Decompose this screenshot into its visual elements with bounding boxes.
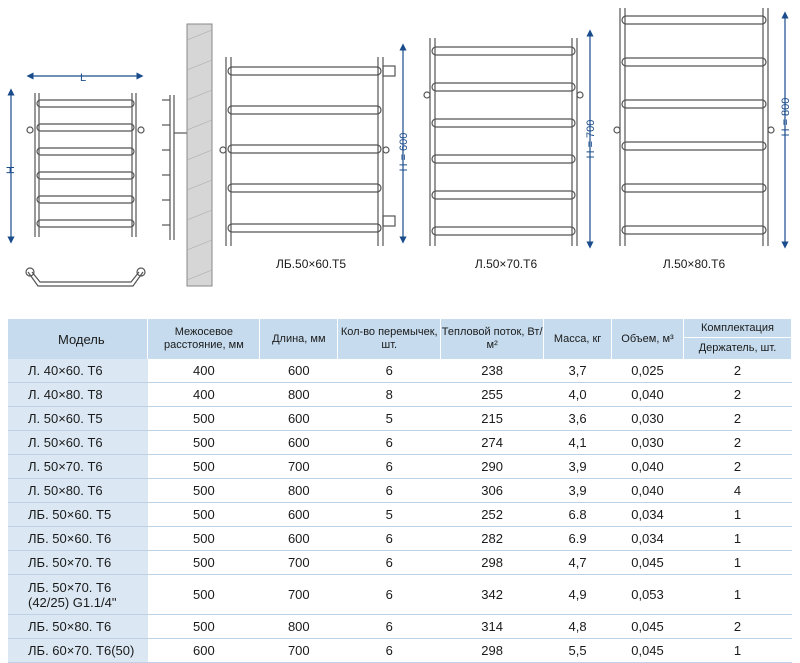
cell-volume: 0,045	[612, 639, 684, 663]
table-row	[8, 383, 792, 407]
cell-model	[8, 431, 148, 455]
cell-mass: 3,7	[544, 359, 612, 383]
cell-heat: 342	[441, 575, 544, 615]
cell-mass: 4,7	[544, 551, 612, 575]
cell-holder: 1	[683, 551, 791, 575]
cell-model	[8, 359, 148, 383]
cell-heat: 215	[441, 407, 544, 431]
cell-model	[8, 551, 148, 575]
cell-bars: 5	[338, 407, 441, 431]
cell-volume: 0,030	[612, 431, 684, 455]
cell-volume: 0,045	[612, 551, 684, 575]
cell-bars: 8	[338, 383, 441, 407]
front-view-drawing	[27, 93, 144, 237]
cell-length: 600	[260, 527, 338, 551]
cell-heat: 252	[441, 503, 544, 527]
cell-model	[8, 479, 148, 503]
table-row	[8, 575, 792, 615]
cell-length: 700	[260, 639, 338, 663]
cell-length: 600	[260, 431, 338, 455]
cell-length: 800	[260, 479, 338, 503]
length-dimension-label: L	[79, 72, 87, 84]
cell-length: 700	[260, 551, 338, 575]
table-row	[8, 431, 792, 455]
cell-spacing: 400	[148, 359, 260, 383]
model-name: Л. 50×80. Т6	[28, 483, 103, 498]
cell-length: 800	[260, 615, 338, 639]
table-row	[8, 479, 792, 503]
model-name: ЛБ. 60×70. Т6(50)	[28, 643, 135, 658]
cell-mass: 6.9	[544, 527, 612, 551]
cell-volume: 0,025	[612, 359, 684, 383]
cell-length: 600	[260, 359, 338, 383]
cell-bars: 6	[338, 615, 441, 639]
table-row	[8, 359, 792, 383]
cell-spacing: 500	[148, 431, 260, 455]
model-name: Л. 40×60. Т6	[28, 363, 103, 378]
cell-model	[8, 575, 148, 615]
cell-holder: 2	[683, 407, 791, 431]
model-name-line2: (42/25) G1.1/4"	[28, 594, 117, 610]
height-700-label: H = 700	[585, 119, 597, 159]
header-mass: Масса, кг	[544, 319, 612, 359]
cell-volume: 0,040	[612, 479, 684, 503]
cell-spacing: 500	[148, 575, 260, 615]
cell-volume: 0,034	[612, 527, 684, 551]
table-row	[8, 615, 792, 639]
cell-mass: 3,9	[544, 455, 612, 479]
cell-spacing: 500	[148, 615, 260, 639]
cell-bars: 6	[338, 639, 441, 663]
cell-mass: 5,5	[544, 639, 612, 663]
cell-heat: 306	[441, 479, 544, 503]
towel-rail-lb-50x60-t5	[220, 57, 395, 246]
cell-heat: 314	[441, 615, 544, 639]
cell-spacing: 500	[148, 455, 260, 479]
caption-l-50x70-t6: Л.50×70.Т6	[474, 257, 538, 271]
cell-spacing: 500	[148, 479, 260, 503]
cell-spacing: 500	[148, 527, 260, 551]
cell-holder: 1	[683, 575, 791, 615]
model-name: Л. 50×60. Т5	[28, 411, 103, 426]
cell-holder: 1	[683, 639, 791, 663]
table-row	[8, 407, 792, 431]
spec-table	[8, 319, 792, 663]
cell-mass: 4,0	[544, 383, 612, 407]
technical-drawings	[0, 0, 800, 312]
cell-bars: 6	[338, 359, 441, 383]
towel-rail-l-50x70-t6	[424, 38, 583, 246]
model-name: ЛБ. 50×80. Т6	[28, 619, 112, 634]
cell-holder: 2	[683, 383, 791, 407]
model-name: ЛБ. 50×70. Т6	[28, 555, 112, 570]
header-holder: Держатель, шт.	[683, 338, 791, 360]
cell-length: 700	[260, 575, 338, 615]
cell-bars: 6	[338, 551, 441, 575]
cell-volume: 0,045	[612, 615, 684, 639]
model-name: ЛБ. 50×70. Т6	[28, 579, 112, 595]
cell-model	[8, 615, 148, 639]
cell-holder: 2	[683, 359, 791, 383]
cell-model	[8, 503, 148, 527]
cell-mass: 4,1	[544, 431, 612, 455]
cell-holder: 2	[683, 431, 791, 455]
cell-model	[8, 383, 148, 407]
model-name: Л. 50×60. Т6	[28, 435, 103, 450]
cell-model	[8, 527, 148, 551]
caption-lb-50x60-t5: ЛБ.50×60.Т5	[275, 257, 347, 271]
cell-heat: 298	[441, 639, 544, 663]
model-name: Л. 50×70. Т6	[28, 459, 103, 474]
cell-heat: 255	[441, 383, 544, 407]
header-bars: Кол-во перемычек, шт.	[338, 319, 441, 359]
cell-spacing: 500	[148, 551, 260, 575]
model-name: ЛБ. 50×60. Т6	[28, 531, 112, 546]
cell-bars: 5	[338, 503, 441, 527]
side-view-drawing	[162, 95, 187, 240]
top-view-drawing	[26, 268, 145, 286]
cell-spacing: 500	[148, 503, 260, 527]
cell-mass: 4,9	[544, 575, 612, 615]
cell-length: 600	[260, 503, 338, 527]
height-800-label: H = 800	[780, 97, 792, 137]
table-body	[8, 359, 792, 663]
table-header	[8, 319, 792, 359]
cell-mass: 3,6	[544, 407, 612, 431]
cell-bars: 6	[338, 431, 441, 455]
header-volume: Объем, м³	[612, 319, 684, 359]
header-kit: Комплектация	[683, 319, 791, 338]
model-name: ЛБ. 50×60. Т5	[28, 507, 112, 522]
cell-mass: 4,8	[544, 615, 612, 639]
table-row	[8, 551, 792, 575]
cell-holder: 2	[683, 615, 791, 639]
table-row	[8, 503, 792, 527]
header-model: Модель	[8, 319, 148, 359]
cell-holder: 2	[683, 455, 791, 479]
cell-mass: 6.8	[544, 503, 612, 527]
header-heat: Тепловой поток, Вт/м²	[441, 319, 544, 359]
cell-length: 800	[260, 383, 338, 407]
cell-bars: 6	[338, 455, 441, 479]
cell-heat: 298	[441, 551, 544, 575]
cell-spacing: 600	[148, 639, 260, 663]
cell-volume: 0,034	[612, 503, 684, 527]
cell-heat: 282	[441, 527, 544, 551]
cell-length: 600	[260, 407, 338, 431]
cell-volume: 0,040	[612, 383, 684, 407]
table-row	[8, 639, 792, 663]
height-600-label: H = 600	[398, 132, 410, 172]
cell-holder: 1	[683, 503, 791, 527]
table-row	[8, 455, 792, 479]
header-length: Длина, мм	[260, 319, 338, 359]
cell-heat: 274	[441, 431, 544, 455]
cell-holder: 4	[683, 479, 791, 503]
height-dimension-label: H	[5, 166, 17, 174]
cell-spacing: 400	[148, 383, 260, 407]
cell-volume: 0,053	[612, 575, 684, 615]
cell-model	[8, 639, 148, 663]
cell-volume: 0,030	[612, 407, 684, 431]
caption-l-50x80-t6: Л.50×80.Т6	[662, 257, 726, 271]
cell-bars: 6	[338, 575, 441, 615]
cell-heat: 238	[441, 359, 544, 383]
towel-rail-l-50x80-t6	[614, 8, 774, 246]
cell-volume: 0,040	[612, 455, 684, 479]
cell-holder: 1	[683, 527, 791, 551]
header-spacing: Межосевое расстояние, мм	[148, 319, 260, 359]
cell-mass: 3,9	[544, 479, 612, 503]
cell-length: 700	[260, 455, 338, 479]
cell-heat: 290	[441, 455, 544, 479]
cell-bars: 6	[338, 479, 441, 503]
table-row	[8, 527, 792, 551]
cell-spacing: 500	[148, 407, 260, 431]
model-name: Л. 40×80. Т8	[28, 387, 103, 402]
cell-bars: 6	[338, 527, 441, 551]
cell-model	[8, 455, 148, 479]
cell-model	[8, 407, 148, 431]
